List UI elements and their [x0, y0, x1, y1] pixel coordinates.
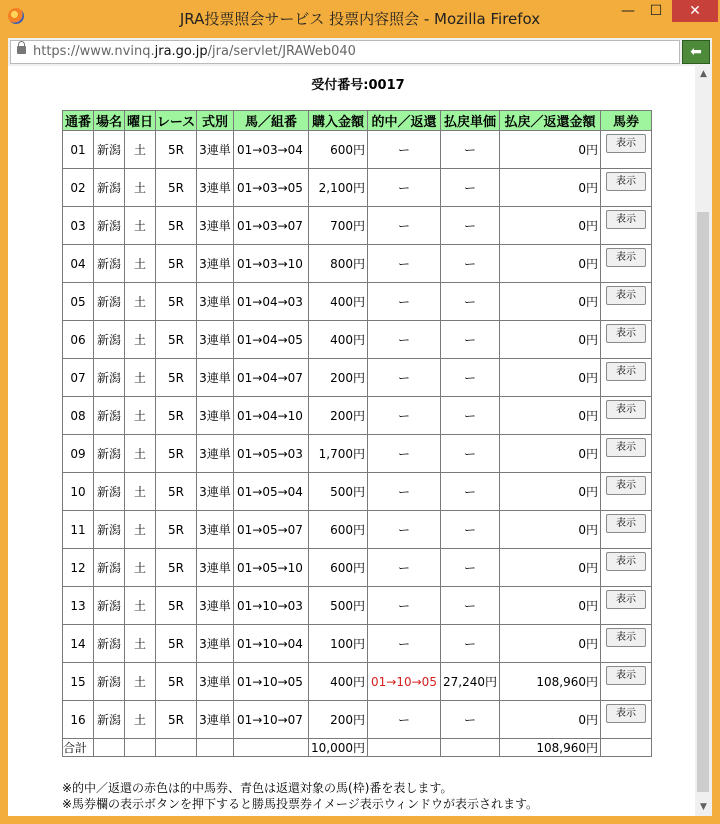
- serial-cell: 04: [63, 245, 94, 283]
- ticket-cell: [601, 131, 652, 169]
- ticket-cell: [601, 321, 652, 359]
- total-payout: 108,960円: [500, 739, 601, 757]
- hit-cell: ー: [368, 131, 441, 169]
- lock-icon: [17, 46, 26, 54]
- day-cell: 土: [125, 321, 156, 359]
- hit-cell: ー: [368, 359, 441, 397]
- combination-cell: 01→05→10: [234, 549, 309, 587]
- day-cell: 土: [125, 549, 156, 587]
- table-row: [63, 131, 652, 169]
- serial-cell: 15: [63, 663, 94, 701]
- show-ticket-button[interactable]: 表示: [606, 476, 646, 495]
- combination-cell: 01→10→03: [234, 587, 309, 625]
- show-ticket-button[interactable]: 表示: [606, 400, 646, 419]
- unit-price-cell: ー: [441, 245, 500, 283]
- empty-cell: [368, 739, 441, 757]
- day-cell: 土: [125, 245, 156, 283]
- unit-price-cell: ー: [441, 131, 500, 169]
- day-cell: 土: [125, 435, 156, 473]
- venue-cell: 新潟: [94, 511, 125, 549]
- bet-type-cell: 3連単: [197, 625, 234, 663]
- amount-cell: 200円: [309, 397, 368, 435]
- amount-cell: 400円: [309, 283, 368, 321]
- venue-cell: 新潟: [94, 207, 125, 245]
- serial-cell: 03: [63, 207, 94, 245]
- payout-cell: 0円: [500, 587, 601, 625]
- empty-cell: [601, 739, 652, 757]
- bet-type-cell: 3連単: [197, 473, 234, 511]
- amount-cell: 100円: [309, 625, 368, 663]
- unit-price-cell: ー: [441, 549, 500, 587]
- empty-cell: [441, 739, 500, 757]
- show-ticket-button[interactable]: 表示: [606, 134, 646, 153]
- payout-cell: 0円: [500, 549, 601, 587]
- hit-cell: ー: [368, 283, 441, 321]
- race-cell: 5R: [156, 359, 197, 397]
- page-content: [8, 66, 712, 816]
- serial-cell: 13: [63, 587, 94, 625]
- bet-type-cell: 3連単: [197, 131, 234, 169]
- combination-cell: 01→04→10: [234, 397, 309, 435]
- total-label: 合計: [63, 739, 94, 757]
- window-title: JRA投票照会サービス 投票内容照会 - Mozilla Firefox: [179, 10, 541, 28]
- bet-type-cell: 3連単: [197, 663, 234, 701]
- unit-price-cell: ー: [441, 283, 500, 321]
- unit-price-cell: ー: [441, 625, 500, 663]
- ticket-cell: [601, 359, 652, 397]
- race-cell: 5R: [156, 701, 197, 739]
- payout-cell: 0円: [500, 321, 601, 359]
- unit-price-cell: ー: [441, 207, 500, 245]
- go-button[interactable]: ⬅: [682, 40, 710, 64]
- serial-cell: 01: [63, 131, 94, 169]
- venue-cell: 新潟: [94, 283, 125, 321]
- minimize-button[interactable]: —: [621, 3, 635, 19]
- show-ticket-button[interactable]: 表示: [606, 666, 646, 685]
- venue-cell: 新潟: [94, 397, 125, 435]
- amount-cell: 600円: [309, 549, 368, 587]
- hit-cell: 01→10→05: [368, 663, 441, 701]
- combination-cell: 01→03→05: [234, 169, 309, 207]
- bet-type-cell: 3連単: [197, 321, 234, 359]
- table-header: [63, 111, 652, 131]
- unit-price-cell: ー: [441, 473, 500, 511]
- show-ticket-button[interactable]: 表示: [606, 210, 646, 229]
- unit-price-cell: ー: [441, 359, 500, 397]
- amount-cell: 200円: [309, 701, 368, 739]
- payout-cell: 0円: [500, 131, 601, 169]
- ticket-cell: [601, 549, 652, 587]
- table-row: [63, 625, 652, 663]
- table-row: [63, 359, 652, 397]
- column-header: レース: [156, 111, 197, 131]
- title-bar: [0, 0, 720, 34]
- column-header: 式別: [197, 111, 234, 131]
- table-row: [63, 701, 652, 739]
- bet-type-cell: 3連単: [197, 511, 234, 549]
- day-cell: 土: [125, 473, 156, 511]
- payout-cell: 0円: [500, 359, 601, 397]
- amount-cell: 500円: [309, 587, 368, 625]
- bet-type-cell: 3連単: [197, 359, 234, 397]
- ticket-cell: [601, 169, 652, 207]
- day-cell: 土: [125, 587, 156, 625]
- day-cell: 土: [125, 663, 156, 701]
- unit-price-cell: ー: [441, 511, 500, 549]
- bet-type-cell: 3連単: [197, 169, 234, 207]
- show-ticket-button[interactable]: 表示: [606, 514, 646, 533]
- bet-type-cell: 3連単: [197, 245, 234, 283]
- race-cell: 5R: [156, 473, 197, 511]
- show-ticket-button[interactable]: 表示: [606, 286, 646, 305]
- column-header: 通番: [63, 111, 94, 131]
- serial-cell: 16: [63, 701, 94, 739]
- payout-cell: 0円: [500, 283, 601, 321]
- ticket-cell: [601, 663, 652, 701]
- race-cell: 5R: [156, 587, 197, 625]
- show-ticket-button[interactable]: 表示: [606, 248, 646, 267]
- empty-cell: [156, 739, 197, 757]
- bet-type-cell: 3連単: [197, 587, 234, 625]
- race-cell: 5R: [156, 397, 197, 435]
- table-row: [63, 549, 652, 587]
- table-row: [63, 397, 652, 435]
- serial-cell: 06: [63, 321, 94, 359]
- show-ticket-button[interactable]: 表示: [606, 590, 646, 609]
- combination-cell: 01→04→05: [234, 321, 309, 359]
- combination-cell: 01→10→05: [234, 663, 309, 701]
- race-cell: 5R: [156, 245, 197, 283]
- serial-cell: 05: [63, 283, 94, 321]
- table-row: [63, 663, 652, 701]
- serial-cell: 07: [63, 359, 94, 397]
- payout-cell: 0円: [500, 169, 601, 207]
- unit-price-cell: ー: [441, 397, 500, 435]
- payout-cell: 0円: [500, 207, 601, 245]
- amount-cell: 800円: [309, 245, 368, 283]
- table-row: [63, 207, 652, 245]
- url-host: jra.go.jp: [154, 44, 208, 59]
- bet-type-cell: 3連単: [197, 283, 234, 321]
- bet-type-cell: 3連単: [197, 435, 234, 473]
- payout-cell: 0円: [500, 625, 601, 663]
- unit-price-cell: ー: [441, 169, 500, 207]
- amount-cell: 500円: [309, 473, 368, 511]
- race-cell: 5R: [156, 663, 197, 701]
- day-cell: 土: [125, 359, 156, 397]
- amount-cell: 400円: [309, 321, 368, 359]
- day-cell: 土: [125, 283, 156, 321]
- venue-cell: 新潟: [94, 359, 125, 397]
- table-row: [63, 321, 652, 359]
- race-cell: 5R: [156, 511, 197, 549]
- ticket-cell: [601, 245, 652, 283]
- combination-cell: 01→04→03: [234, 283, 309, 321]
- column-header: 馬／組番: [234, 111, 309, 131]
- race-cell: 5R: [156, 169, 197, 207]
- empty-cell: [125, 739, 156, 757]
- maximize-button[interactable]: ☐: [649, 3, 663, 19]
- combination-cell: 01→03→04: [234, 131, 309, 169]
- column-header: 購入金額: [309, 111, 368, 131]
- combination-cell: 01→03→10: [234, 245, 309, 283]
- combination-cell: 01→10→04: [234, 625, 309, 663]
- hit-cell: ー: [368, 511, 441, 549]
- venue-cell: 新潟: [94, 169, 125, 207]
- column-header: 払戻単価: [441, 111, 500, 131]
- serial-cell: 10: [63, 473, 94, 511]
- serial-cell: 14: [63, 625, 94, 663]
- combination-cell: 01→05→04: [234, 473, 309, 511]
- day-cell: 土: [125, 131, 156, 169]
- amount-cell: 2,100円: [309, 169, 368, 207]
- url-prefix: https://www.nvinq.: [33, 44, 155, 59]
- venue-cell: 新潟: [94, 663, 125, 701]
- serial-cell: 02: [63, 169, 94, 207]
- venue-cell: 新潟: [94, 701, 125, 739]
- scroll-down-icon[interactable]: ▼: [700, 802, 707, 812]
- bet-table: [62, 110, 652, 757]
- unit-price-cell: ー: [441, 321, 500, 359]
- serial-cell: 12: [63, 549, 94, 587]
- amount-cell: 200円: [309, 359, 368, 397]
- venue-cell: 新潟: [94, 473, 125, 511]
- show-ticket-button[interactable]: 表示: [606, 324, 646, 343]
- venue-cell: 新潟: [94, 131, 125, 169]
- race-cell: 5R: [156, 207, 197, 245]
- day-cell: 土: [125, 625, 156, 663]
- show-ticket-button[interactable]: 表示: [606, 628, 646, 647]
- bet-type-cell: 3連単: [197, 549, 234, 587]
- table-row: [63, 511, 652, 549]
- race-cell: 5R: [156, 131, 197, 169]
- venue-cell: 新潟: [94, 549, 125, 587]
- show-ticket-button[interactable]: 表示: [606, 552, 646, 571]
- combination-cell: 01→04→07: [234, 359, 309, 397]
- total-amount: 10,000円: [309, 739, 368, 757]
- ticket-cell: [601, 283, 652, 321]
- ticket-cell: [601, 511, 652, 549]
- hit-cell: ー: [368, 397, 441, 435]
- url-field[interactable]: [10, 40, 680, 64]
- serial-cell: 11: [63, 511, 94, 549]
- hit-cell: ー: [368, 587, 441, 625]
- empty-cell: [94, 739, 125, 757]
- url-path: /jra/servlet/JRAWeb040: [207, 44, 356, 59]
- empty-cell: [234, 739, 309, 757]
- empty-cell: [197, 739, 234, 757]
- receipt-number: 受付番号:0017: [311, 78, 405, 93]
- ticket-cell: [601, 207, 652, 245]
- hit-cell: ー: [368, 473, 441, 511]
- hit-cell: ー: [368, 169, 441, 207]
- table-row: [63, 169, 652, 207]
- scroll-up-icon[interactable]: ▲: [700, 69, 707, 79]
- payout-cell: 0円: [500, 435, 601, 473]
- ticket-cell: [601, 701, 652, 739]
- hit-cell: ー: [368, 549, 441, 587]
- hit-cell: ー: [368, 321, 441, 359]
- notes: [62, 780, 538, 812]
- show-ticket-button[interactable]: 表示: [606, 704, 646, 723]
- unit-price-cell: ー: [441, 435, 500, 473]
- race-cell: 5R: [156, 435, 197, 473]
- hit-cell: ー: [368, 245, 441, 283]
- race-cell: 5R: [156, 625, 197, 663]
- serial-cell: 09: [63, 435, 94, 473]
- amount-cell: 400円: [309, 663, 368, 701]
- table-row: [63, 587, 652, 625]
- show-ticket-button[interactable]: 表示: [606, 438, 646, 457]
- venue-cell: 新潟: [94, 435, 125, 473]
- payout-cell: 0円: [500, 245, 601, 283]
- venue-cell: 新潟: [94, 245, 125, 283]
- venue-cell: 新潟: [94, 587, 125, 625]
- column-header: 曜日: [125, 111, 156, 131]
- unit-price-cell: ー: [441, 701, 500, 739]
- note-2: ※馬券欄の表示ボタンを押下すると勝馬投票券イメージ表示ウィンドウが表示されます。: [62, 797, 539, 811]
- show-ticket-button[interactable]: 表示: [606, 172, 646, 191]
- unit-price-cell: 27,240円: [441, 663, 500, 701]
- race-cell: 5R: [156, 549, 197, 587]
- day-cell: 土: [125, 511, 156, 549]
- column-header: 払戻／返還金額: [500, 111, 601, 131]
- ticket-cell: [601, 473, 652, 511]
- hit-cell: ー: [368, 435, 441, 473]
- hit-cell: ー: [368, 625, 441, 663]
- ticket-cell: [601, 397, 652, 435]
- bet-type-cell: 3連単: [197, 701, 234, 739]
- scrollbar-thumb[interactable]: [697, 212, 709, 792]
- unit-price-cell: ー: [441, 587, 500, 625]
- table-body: [63, 131, 652, 757]
- note-1: ※的中／返還の赤色は的中馬券、青色は返還対象の馬(枠)番を表します。: [62, 781, 453, 795]
- race-cell: 5R: [156, 283, 197, 321]
- amount-cell: 600円: [309, 131, 368, 169]
- serial-cell: 08: [63, 397, 94, 435]
- ticket-cell: [601, 435, 652, 473]
- table-row: [63, 283, 652, 321]
- venue-cell: 新潟: [94, 625, 125, 663]
- hit-cell: ー: [368, 207, 441, 245]
- day-cell: 土: [125, 397, 156, 435]
- table-row: [63, 245, 652, 283]
- combination-cell: 01→05→07: [234, 511, 309, 549]
- vertical-scrollbar[interactable]: [695, 66, 712, 816]
- table-row: [63, 473, 652, 511]
- table-row: [63, 435, 652, 473]
- combination-cell: 01→03→07: [234, 207, 309, 245]
- payout-cell: 0円: [500, 701, 601, 739]
- url-text: [33, 44, 356, 59]
- bet-type-cell: 3連単: [197, 397, 234, 435]
- amount-cell: 700円: [309, 207, 368, 245]
- combination-cell: 01→05→03: [234, 435, 309, 473]
- bet-type-cell: 3連単: [197, 207, 234, 245]
- payout-cell: 0円: [500, 473, 601, 511]
- hit-cell: ー: [368, 701, 441, 739]
- total-row: [63, 739, 652, 757]
- combination-cell: 01→10→07: [234, 701, 309, 739]
- amount-cell: 600円: [309, 511, 368, 549]
- column-header: 的中／返還: [368, 111, 441, 131]
- column-header: 場名: [94, 111, 125, 131]
- payout-cell: 0円: [500, 397, 601, 435]
- payout-cell: 0円: [500, 511, 601, 549]
- show-ticket-button[interactable]: 表示: [606, 362, 646, 381]
- amount-cell: 1,700円: [309, 435, 368, 473]
- race-cell: 5R: [156, 321, 197, 359]
- day-cell: 土: [125, 701, 156, 739]
- day-cell: 土: [125, 169, 156, 207]
- address-bar: [8, 38, 712, 66]
- venue-cell: 新潟: [94, 321, 125, 359]
- day-cell: 土: [125, 207, 156, 245]
- payout-cell: 108,960円: [500, 663, 601, 701]
- ticket-cell: [601, 587, 652, 625]
- ticket-cell: [601, 625, 652, 663]
- close-button[interactable]: ✕: [672, 0, 718, 22]
- column-header: 馬券: [601, 111, 652, 131]
